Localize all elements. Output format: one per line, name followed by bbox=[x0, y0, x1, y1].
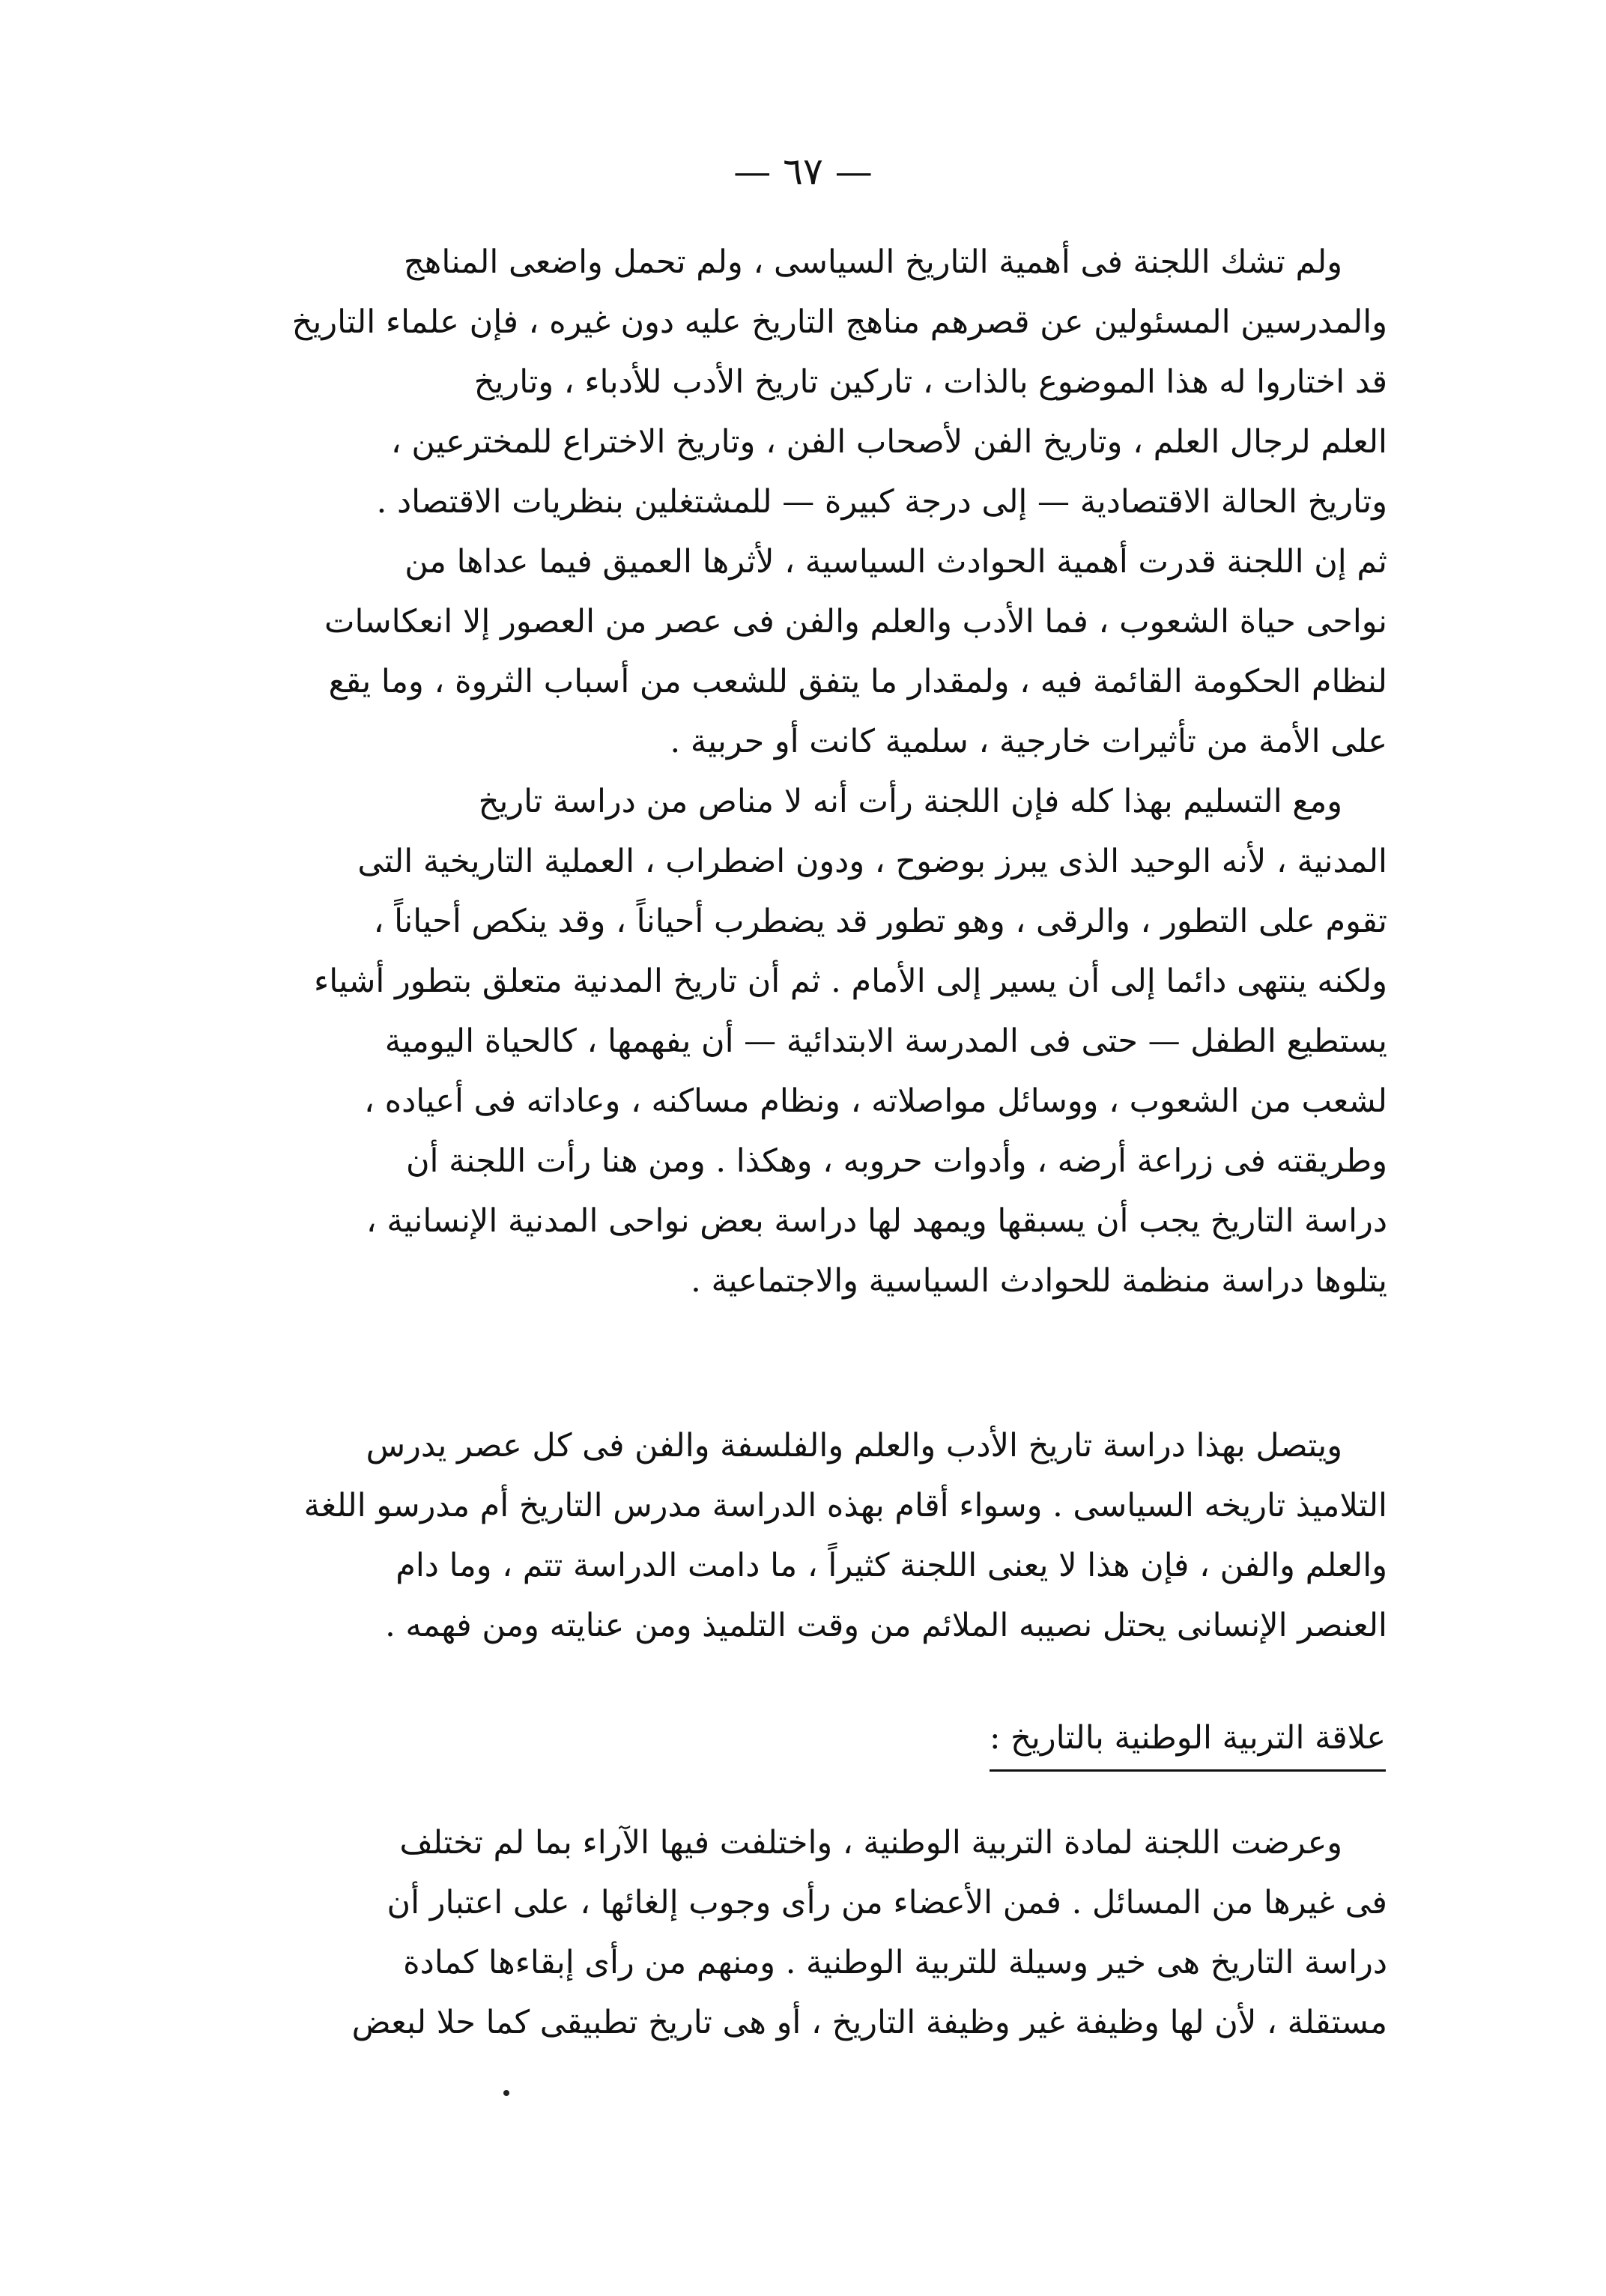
text-line: ولكنه ينتهى دائما إلى أن يسير إلى الأمام . ثم أن تاريخ المدنية متعلق بتطور أشياء bbox=[314, 963, 1387, 1000]
paragraph-civic-education bbox=[279, 1813, 1387, 2053]
text-line: التلاميذ تاريخه السياسى . وسواء أقام بهذه الدراسة مدرس التاريخ أم مدرسو اللغة bbox=[303, 1487, 1387, 1524]
text-line: العنصر الإنسانى يحتل نصيبه الملائم من وقت التلميذ ومن عنايته ومن فهمه . bbox=[385, 1607, 1387, 1644]
text-line: على الأمة من تأثيرات خارجية ، سلمية كانت أو حربية . bbox=[670, 723, 1387, 760]
text-line: وطريقته فى زراعة أرضه ، وأدوات حروبه ، وهكذا . ومن هنا رأت اللجنة أن bbox=[405, 1142, 1387, 1180]
text-line: ومع التسليم بهذا كله فإن اللجنة رأت أنه لا مناص من دراسة تاريخ bbox=[478, 783, 1342, 820]
text-line: ويتصل بهذا دراسة تاريخ الأدب والعلم والفلسفة والفن فى كل عصر يدرس bbox=[366, 1427, 1342, 1464]
section-heading: علاقة التربية الوطنية بالتاريخ : bbox=[990, 1708, 1386, 1772]
text-line: وتاريخ الحالة الاقتصادية — إلى درجة كبيرة — للمشتغلين بنظريات الاقتصاد . bbox=[376, 483, 1387, 521]
text-line: يستطيع الطفل — حتى فى المدرسة الابتدائية — أن يفهمها ، كالحياة اليومية bbox=[384, 1023, 1387, 1060]
paragraph-literature-and-arts bbox=[279, 1416, 1387, 1656]
text-line: دراسة التاريخ هى خير وسيلة للتربية الوطنية . ومنهم من رأى إبقاءها كمادة bbox=[403, 1944, 1387, 1981]
paragraphs-history-and-civilization bbox=[279, 232, 1387, 1311]
text-line: العلم لرجال العلم ، وتاريخ الفن لأصحاب الفن ، وتاريخ الاختراع للمخترعين ، bbox=[390, 423, 1387, 461]
text-line: المدنية ، لأنه الوحيد الذى يبرز بوضوح ، ودون اضطراب ، العملية التاريخية التى bbox=[357, 843, 1387, 880]
text-line: لشعب من الشعوب ، ووسائل مواصلاته ، ونظام مساكنه ، وعاداته فى أعياده ، bbox=[364, 1082, 1387, 1120]
text-line: دراسة التاريخ يجب أن يسبقها ويمهد لها دراسة بعض نواحى المدنية الإنسانية ، bbox=[366, 1202, 1387, 1240]
text-line: والمدرسين المسئولين عن قصرهم مناهج التاريخ عليه دون غيره ، فإن علماء التاريخ bbox=[291, 303, 1387, 341]
text-line: والعلم والفن ، فإن هذا لا يعنى اللجنة كثيراً ، ما دامت الدراسة تتم ، وما دام bbox=[396, 1547, 1387, 1584]
text-line: نواحى حياة الشعوب ، فما الأدب والعلم والفن فى عصر من العصور إلا انعكاسات bbox=[324, 603, 1387, 640]
text-line: قد اختاروا له هذا الموضوع بالذات ، تاركين تاريخ الأدب للأدباء ، وتاريخ bbox=[473, 363, 1387, 401]
text-line: وعرضت اللجنة لمادة التربية الوطنية ، واختلفت فيها الآراء بما لم تختلف bbox=[399, 1824, 1342, 1862]
text-line: لنظام الحكومة القائمة فيه ، ولمقدار ما يتفق للشعب من أسباب الثروة ، وما يقع bbox=[328, 663, 1387, 700]
text-line: يتلوها دراسة منظمة للحوادث السياسية والاجتماعية . bbox=[691, 1262, 1387, 1300]
text-line: فى غيرها من المسائل . فمن الأعضاء من رأى وجوب إلغائها ، على اعتبار أن bbox=[387, 1884, 1387, 1921]
text-line: مستقلة ، لأن لها وظيفة غير وظيفة التاريخ ، أو هى تاريخ تطبيقى كما حلا لبعض bbox=[351, 2004, 1387, 2041]
text-line: ولم تشك اللجنة فى أهمية التاريخ السياسى ، ولم تحمل واضعى المناهج bbox=[403, 243, 1342, 281]
scan-speck bbox=[503, 2090, 509, 2096]
text-line: ثم إن اللجنة قدرت أهمية الحوادث السياسية ، لأثرها العميق فيما عداها من bbox=[404, 543, 1387, 581]
page-number: — ٦٧ — bbox=[733, 150, 873, 193]
text-line: تقوم على التطور ، والرقى ، وهو تطور قد يضطرب أحياناً ، وقد ينكص أحياناً ، bbox=[373, 903, 1387, 940]
